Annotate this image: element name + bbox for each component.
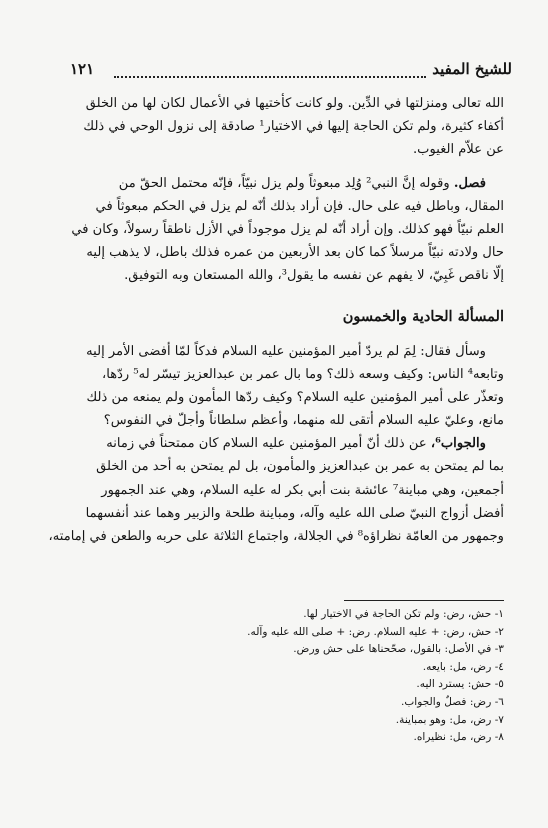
- footnote-item: ٥- حش: يسترد اليه.: [416, 678, 504, 691]
- section-heading: المسألة الحادية والخمسون: [342, 307, 504, 325]
- paragraph-3: [44, 340, 504, 433]
- footnotes: [140, 606, 504, 747]
- text-line: أكفاء كثيرة، ولم تكن الحاجة إليها في الاختيار¹ صادقة إلى نزول الوحي في ذلك: [83, 119, 504, 135]
- text-line: عن علاّم الغيوب.: [413, 142, 504, 158]
- text-line: مانع، وعليّ عليه السلام أتقى لله منهما، وأعظم سلطاناً وأجلّ في النفوس؟: [103, 413, 504, 429]
- paragraph-2: [44, 172, 504, 288]
- footnote-item: ٣- في الأصل: بالقول، صحّحناها على حش ورض.: [293, 643, 504, 656]
- running-title: للشيخ المفيد: [432, 60, 512, 78]
- text-line: [44, 172, 504, 195]
- page-number: ١٢١: [70, 60, 95, 78]
- text-line: وسأل فقال: لِمَ لم يردّ أمير المؤمنين عليه السلام فدكاً لمّا أفضى الأمر إليه: [86, 343, 486, 359]
- text-line: [44, 432, 504, 455]
- text-line: بما لم يمتحن به عمر بن عبدالعزيز والمأمون، بل لم يمتحن به أحد من الخلق: [96, 459, 504, 475]
- footnote-separator: [344, 600, 504, 601]
- text-line: المقال، وباطل فيه على حال. فإن أراد بذلك أنّه لم يزل في الحكم مبعوثاً في: [95, 198, 504, 214]
- body-text: [44, 92, 504, 548]
- text-line: أفضل أزواج النبيّ صلى الله عليه وآله، ومباينة طلحة والزبير وهما عند أنفسهما: [85, 505, 504, 521]
- footnote-item: ٧- رض، مل: وهو بمباينة.: [395, 713, 504, 726]
- footnote-item: ٢- حش، رض: + عليه السلام. رض: + صلى الله عليه وآله.: [247, 625, 504, 638]
- section-lead-word: فصل.: [453, 175, 486, 191]
- text-line: وتابعه⁴ الناس: وكيف وسعه ذلك؟ وما بال عمر بن عبدالعزيز تيسّر له⁵ ردّها،: [101, 366, 504, 382]
- text-line: العلم نبيّاً فهو كذلك. وإن أراد أنّه لم يزل موجوداً في الأزل ناطقاً رسولاً، وكان في: [71, 221, 504, 237]
- header-dotted-leader: [114, 76, 426, 78]
- footnote-item: ١- حش، رض: ولم تكن الحاجة في الاختيار لها.: [303, 608, 504, 620]
- paragraph-4: [44, 432, 504, 548]
- text-line-rest: وقوله إنَّ النبي² وُلِد مبعوثاً ولم يزل نبيّاً، فإنّه محتمل الحقّ من: [118, 175, 450, 191]
- text-line: أجمعين، وهي مباينة⁷ عائشة بنت أبي بكر له عليه السلام، وهي عند الجمهور: [101, 482, 504, 498]
- paragraph-1: [44, 92, 504, 162]
- text-line: حال ولادته نبيّاً مرسلاً كما كان بعد الأربعين من عمره فذلك باطل، لا يذهب إليه: [86, 245, 504, 261]
- text-line: وجمهور من العامّة نظراؤه⁸ في الجلالة، واجتماع الثلاثة على حربه والطعن في إمامته،: [48, 529, 504, 544]
- page-header: [70, 60, 512, 84]
- footnote-item: ٤- رض، مل: بايعه.: [422, 660, 504, 673]
- text-line: إلّا ناقص غَبِيّ، لا يفهم عن نفسه ما يقول³، والله المستعان وبه التوفيق.: [124, 268, 504, 284]
- text-line: وتعذّر على أمير المؤمنين عليه السلام؟ وكيف ردّها المأمون ولم يمنعه من ذلك: [86, 389, 504, 405]
- text-line: الله تعالى ومنزلتها في الدِّين. ولو كانت كأختيها في الأعمال لكان لها من الخلق: [85, 96, 504, 111]
- answer-lead-word: والجواب⁶،: [430, 436, 486, 452]
- footnote-item: ٦- رض: فصلٌ والجواب.: [400, 695, 504, 708]
- footnote-item: ٨- رض، مل: نظيراه.: [413, 731, 504, 744]
- text-line-rest: عن ذلك أنّ أمير المؤمنين عليه السلام كان ممتحناً في زمانه: [106, 436, 427, 452]
